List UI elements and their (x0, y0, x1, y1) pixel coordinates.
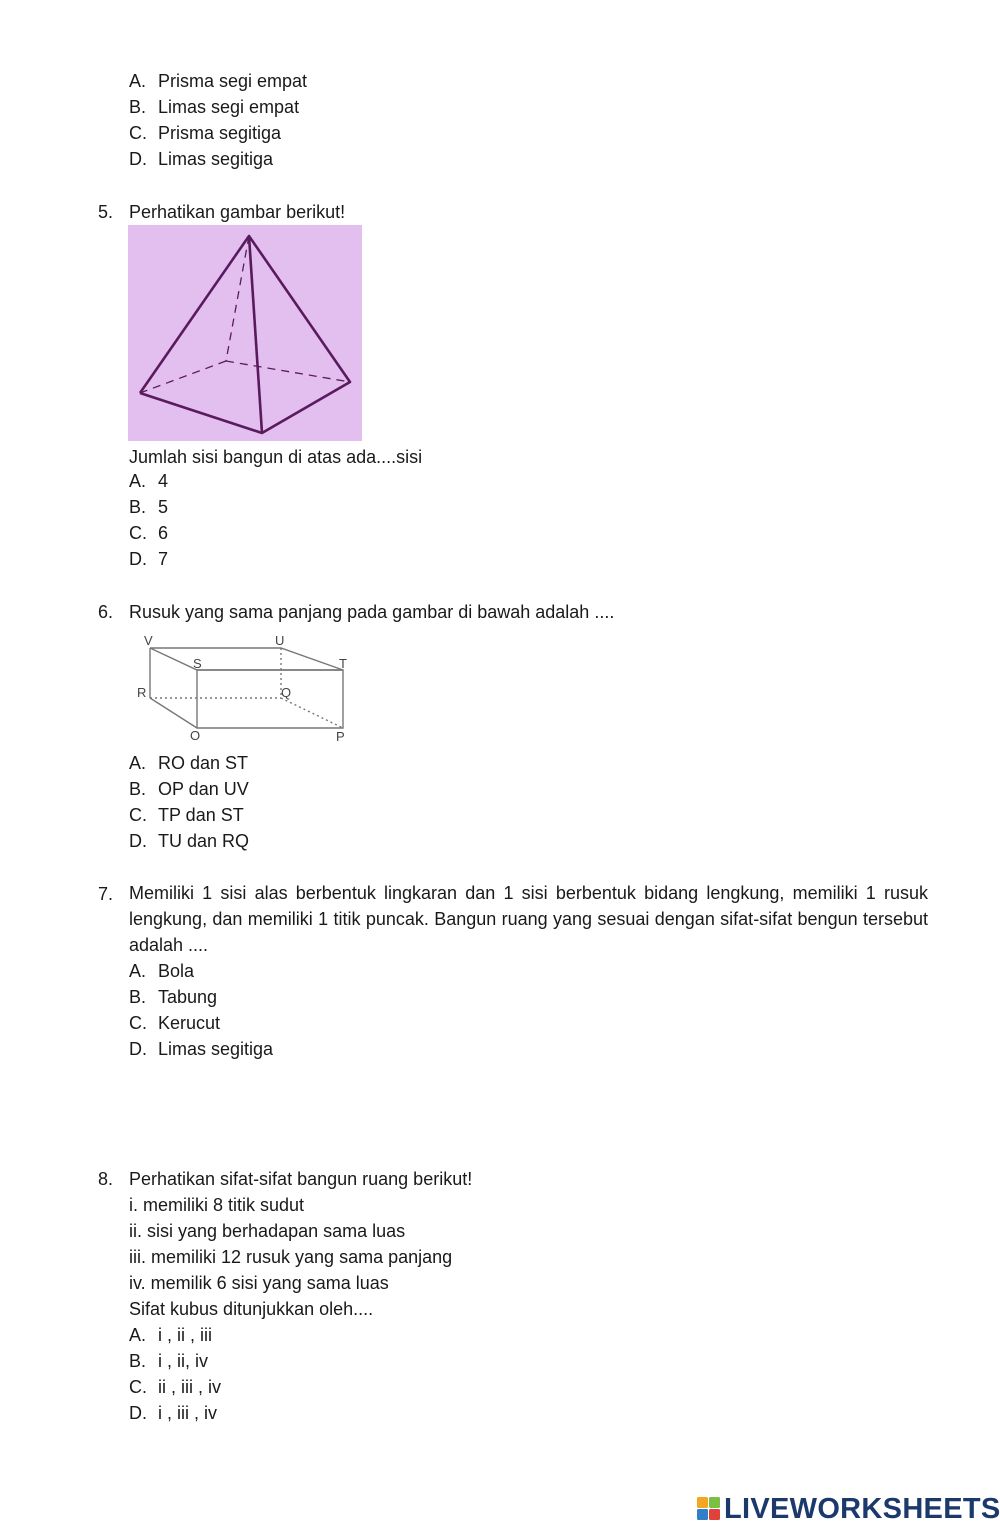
q6-cuboid-figure (130, 630, 360, 748)
q8-statement-4: iv. memilik 6 sisi yang sama luas (129, 1273, 389, 1293)
q5-option-d[interactable]: D. 7 (129, 549, 169, 569)
vertex-label-u: U (275, 633, 285, 648)
q8-number: 8. (98, 1169, 114, 1189)
q8-question: Sifat kubus ditunjukkan oleh.... (129, 1299, 374, 1319)
q4-option-a[interactable]: A. Prisma segi empat (129, 71, 308, 91)
q8-option-a[interactable]: A. i , ii , iii (129, 1325, 212, 1345)
q6-option-c[interactable]: C. TP dan ST (129, 805, 244, 825)
q5-option-c[interactable]: C. 6 (129, 523, 169, 543)
q7-option-b[interactable]: B. Tabung (129, 987, 218, 1007)
q5-option-b[interactable]: B. 5 (129, 497, 169, 517)
q7-option-d[interactable]: D. Limas segitiga (129, 1039, 274, 1059)
q4-option-c[interactable]: C. Prisma segitiga (129, 123, 282, 143)
q7-option-a[interactable]: A. Bola (129, 961, 195, 981)
vertex-label-v: V (144, 633, 153, 648)
liveworksheets-logo-icon (697, 1496, 721, 1522)
vertex-label-o: O (190, 728, 201, 743)
q8-prompt: Perhatikan sifat-sifat bangun ruang berikut! (129, 1169, 473, 1189)
vertex-label-p: P (336, 729, 345, 744)
q8-statement-2: ii. sisi yang berhadapan sama luas (129, 1221, 406, 1241)
cuboid-edge-qp (281, 698, 343, 728)
cuboid-front-face (197, 670, 343, 728)
q7-number: 7. (98, 884, 114, 904)
q6-option-b[interactable]: B. OP dan UV (129, 779, 249, 799)
q8-option-c[interactable]: C. ii , iii , iv (129, 1377, 221, 1397)
q8-statement-1: i. memiliki 8 titik sudut (129, 1195, 305, 1215)
liveworksheets-logo-text: LIVEWORKSHEETS (724, 1492, 1000, 1525)
q6-option-d[interactable]: D. TU dan RQ (129, 831, 250, 851)
cuboid-edge-ro (150, 698, 197, 728)
vertex-label-r: R (137, 685, 147, 700)
q5-pyramid-figure (128, 225, 362, 441)
q8-option-d[interactable]: D. i , iii , iv (129, 1403, 218, 1423)
liveworksheets-logo[interactable] (697, 1494, 1000, 1524)
q5-question: Jumlah sisi bangun di atas ada....sisi (129, 447, 423, 467)
vertex-label-q: Q (281, 685, 292, 700)
q5-option-a[interactable]: A. 4 (129, 471, 169, 491)
q6-prompt: Rusuk yang sama panjang pada gambar di bawah adalah .... (129, 602, 615, 622)
q8-statement-3: iii. memiliki 12 rusuk yang sama panjang (129, 1247, 453, 1267)
q4-option-d[interactable]: D. Limas segitiga (129, 149, 274, 169)
vertex-label-t: T (339, 656, 347, 671)
cuboid-top-face (150, 648, 343, 670)
q7-option-c[interactable]: C. Kerucut (129, 1013, 221, 1033)
q6-option-a[interactable]: A. RO dan ST (129, 753, 249, 773)
q6-number: 6. (98, 602, 114, 622)
vertex-label-s: S (193, 656, 202, 671)
q5-prompt: Perhatikan gambar berikut! (129, 202, 346, 222)
q5-number: 5. (98, 202, 114, 222)
q4-option-b[interactable]: B. Limas segi empat (129, 97, 300, 117)
q7-prompt: Memiliki 1 sisi alas berbentuk lingkaran dan 1 sisi berbentuk bidang lengkung, memiliki 1 rusuk lengkung, dan memiliki 1 titik puncak. Bangun ruang yang sesuai dengan sifat-sifat bengun tersebut adalah .... (129, 883, 928, 955)
q8-option-b[interactable]: B. i , ii, iv (129, 1351, 209, 1371)
